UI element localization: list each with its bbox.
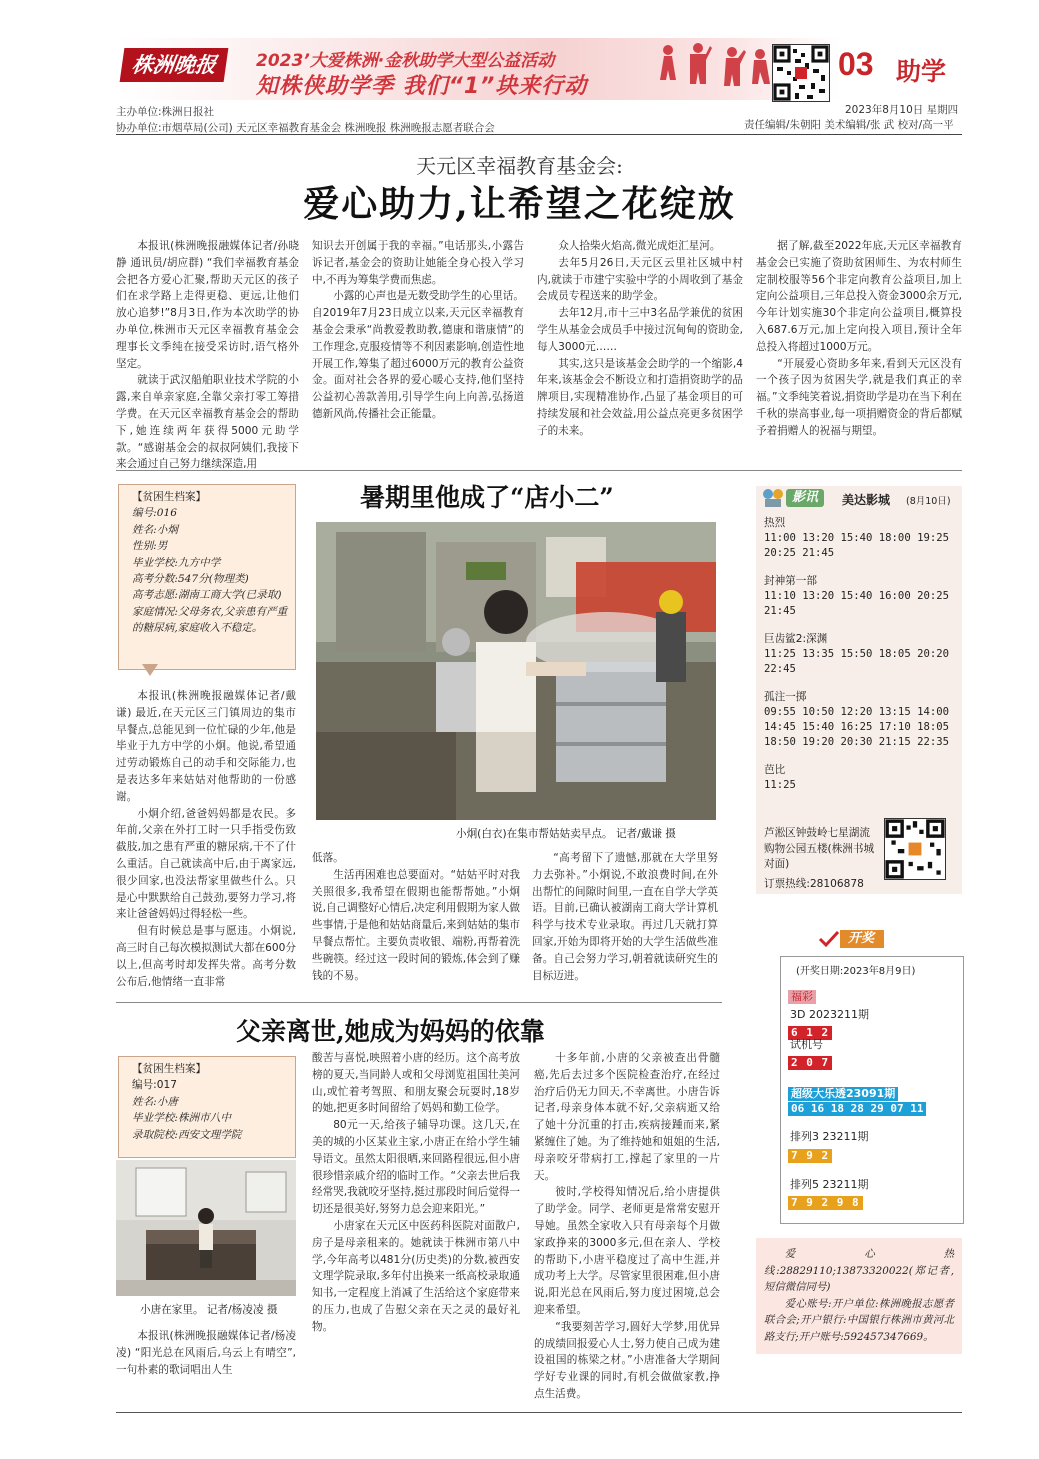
paragraph: 但有时候总是事与愿违。小炯说,高三时自己每次模拟测试大都在600分以上,但高考时却发挥失常。高考分数公布后,他情绪一直非常 [116, 925, 296, 988]
movie-title: 热烈 [764, 517, 786, 529]
editors-line: 责任编辑/朱朝阳 美术编辑/张 武 校对/高一平 [744, 119, 954, 131]
section-name: 助学 [896, 57, 947, 86]
lead-column-4 [756, 238, 962, 440]
lottery-check-icon [818, 930, 840, 952]
paragraph: 就读于武汉船舶职业技术学院的小露,来自单亲家庭,全靠父亲打零工筹措学费。在天元区幸福教育基金会的帮助下,她连续两年获得5000元助学款。“感谢基金会的叔叔阿姨们,我接下来会通过自己努力继续深造,用 [116, 374, 299, 471]
story1-photo [316, 522, 716, 820]
p5-numbers: 7 9 2 9 8 [788, 1191, 863, 1210]
hotline-text [764, 1246, 954, 1345]
cinema-name: 美达影城 [842, 493, 891, 507]
paragraph: “我要刻苦学习,圆好大学梦,用优异的成绩回报爱心人士,努力使自己成为建设祖国的栋梁之材。”小唐准备大学期间学好专业课的同时,有机会做做家教,挣点生活费。 [534, 1320, 720, 1400]
dossier-pointer [142, 664, 158, 676]
lead-column-1 [116, 238, 299, 473]
movie-title: 孤注一掷 [764, 691, 807, 703]
p3-numbers: 7 9 2 [788, 1144, 832, 1163]
dossier-college: 高考志愿:湖南工商大学(已录取) [132, 589, 282, 602]
paragraph: “高考留下了遗憾,那就在大学里努力去弥补。”小炯说,不敢浪费时间,在外出帮忙的间隙时间里,一直在自学大学英语。目前,已确认被湖南工商大学计算机科学与技术专业录取。再过几天就打算回家,开始为即将开始的大学生活做些准备。自己会努力学习,朝着就读研究生的目标迈进。 [532, 852, 718, 982]
cohost-line: 协办单位:市烟草局(公司) 天元区幸福教育基金会 株洲晚报 株洲晚报志愿者联合会 [116, 122, 495, 134]
story2-caption: 小唐在家里。 记者/杨凌凌 摄 [140, 1304, 278, 1316]
story2-left-col [116, 1328, 296, 1378]
movie-title: 巨齿鲨2:深渊 [764, 633, 828, 645]
lead-title: 爱心助力,让希望之花绽放 [303, 183, 736, 225]
section-divider-2 [116, 1002, 722, 1003]
lead-column-3 [537, 238, 743, 440]
dossier-heading: 【贫困生档案】 [132, 491, 207, 503]
cinema-badge: 影讯 [786, 489, 824, 507]
story2-dossier [118, 1056, 296, 1158]
dossier-id: 编号:017 [132, 1079, 177, 1092]
lead-kicker: 天元区幸福教育基金会: [416, 154, 623, 178]
story2-title: 父亲离世,她成为妈妈的依靠 [236, 1017, 545, 1046]
dossier-score: 高考分数:547分(物理类) [132, 573, 249, 586]
trial-numbers: 2 0 7 [788, 1051, 832, 1070]
movie-times: 11:00 13:20 15:40 18:00 19:25 [764, 532, 949, 544]
dossier-college: 录取院校:西安文理学院 [132, 1128, 242, 1141]
story2-photo [116, 1160, 296, 1296]
cinema-qr-code [884, 818, 946, 880]
paragraph: 本报讯(株洲晚报融媒体记者/杨凌凌) “阳光总在风雨后,乌云上有晴空”,一句朴素的歌词唱出人生 [116, 1330, 296, 1376]
p3-label: 排列3 23211期 [790, 1130, 869, 1143]
movie-times: 14:45 15:40 16:25 17:10 18:05 [764, 721, 949, 733]
story2-col3 [534, 1050, 720, 1403]
paragraph: “开展爱心资助多年来,看到天元区没有一个孩子因为贫困失学,就是我们真正的幸福。”文季纯笑着说,捐资助学是功在当下利在千秋的崇高事业,每一项捐赠资金的背后都赋予着捐赠人的祝福与期望。 [756, 357, 962, 437]
hotline-account: 爱心账号:开户单位:株洲晚报志愿者联合会;开户银行:中国银行株洲市黄河北路支行;开户账号:592457347669。 [764, 1297, 954, 1343]
d3-numbers: 6 1 2 [788, 1021, 832, 1040]
movie-times: 22:45 [764, 663, 796, 675]
story2-col2 [312, 1050, 520, 1336]
paragraph: 其实,这只是该基金会助学的一个缩影,4年来,该基金会不断设立和打造捐资助学的品牌项目,实现精准协作,凸显了基金项目的可持续发展和社会效益,用公益点亮更多贫困学子的未来。 [537, 357, 743, 437]
story1-dossier [118, 484, 296, 670]
paragraph: 本报讯(株洲晚报融媒体记者/戴谦) 最近,在天元区三门镇周边的集市早餐点,总能见到一位忙碌的少年,他是毕业于九方中学的小炯。他说,希望通过劳动锻炼自己的动手和交际能力,也是表达多年来姑姑对他帮助的一份感谢。 [116, 690, 296, 803]
banner-line2: 知株侠助学季 我们“1”块来行动 [256, 74, 588, 99]
lottery-heading: 开奖 [840, 930, 884, 948]
paragraph: 十多年前,小唐的父亲被查出骨髓癌,先后去过多个医院检查治疗,在经过治疗后仍无力回天,不幸离世。小唐告诉记者,母亲身体本就不好,父亲病逝又给了她十分沉重的打击,疾病接踵而来,紧紧缠住了她。为了维持她和姐姐的生活,母亲咬牙带病打工,撑起了家里的一片天。 [534, 1052, 720, 1182]
dossier-name: 姓名:小炯 [132, 523, 178, 536]
movie-listing [764, 516, 960, 793]
paragraph: 小炯介绍,爸爸妈妈都是农民。多年前,父亲在外打工时一只手指受伤致截肢,加之患有严重的糖尿病,干不了什么重活。自己就读高中后,由于离家远,很少回家,也没法帮家里做些什么。只是心中默默给自己鼓劲,要努力学习,将来让爸爸妈妈过得轻松一些。 [116, 807, 296, 921]
dossier-name: 姓名:小唐 [132, 1095, 178, 1108]
movie-times: 11:10 13:20 15:40 16:00 20:25 [764, 590, 949, 602]
story1-left-col [116, 688, 296, 990]
movie-times: 21:45 [764, 605, 796, 617]
story1-right-col [532, 850, 718, 984]
masthead-rule [116, 134, 962, 135]
paragraph: 生活再困难也总要面对。“姑姑平时对我关照很多,我希望在假期也能帮帮她。”小炯说,自己调整好心情后,决定利用假期为家人做些事情,于是他和姑姑商量后,来到姑姑的集市早餐点帮忙。主要负责收银、端粉,再帮着洗些碗筷。经过这一段时间的锻炼,体会到了赚钱的不易。 [312, 868, 521, 982]
cinema-address: 芦淞区钟鼓岭七星湖流购物公园五楼(株洲书城对面) [764, 827, 875, 870]
banner-line1: 2023’大爱株洲·金秋助学大型公益活动 [256, 51, 555, 71]
movie-times: 18:50 19:20 20:30 21:15 22:35 [764, 736, 949, 748]
footer-rule [116, 1412, 962, 1413]
cinema-date: (8月10日) [906, 496, 951, 507]
date-line: 2023年8月10日 星期四 [845, 104, 959, 116]
dossier-heading: 【贫困生档案】 [132, 1063, 207, 1075]
lead-column-2 [312, 238, 524, 423]
paragraph: 本报讯(株洲晚报融媒体记者/孙晓静 通讯员/胡应群) “我们幸福教育基金会把各方爱心汇聚,帮助天元区的孩子们在求学路上走得更稳、更远,让他们放心追梦!”8月3日,作为本次助学的协办单位,株洲市天元区幸福教育基金会理事长文季纯在接受采访时,语气格外坚定。 [116, 240, 299, 370]
movie-times: 20:25 21:45 [764, 547, 835, 559]
d3-label: 3D 2023211期 [790, 1008, 869, 1021]
host-line: 主办单位:株洲日报社 [116, 106, 215, 118]
cinema-phone: 订票热线:28106878 [764, 878, 864, 890]
film-icon [762, 488, 784, 508]
paragraph: 众人拾柴火焰高,微光成炬汇星河。 [558, 240, 721, 252]
dossier-id: 编号:016 [132, 507, 177, 520]
movie-times: 11:25 [764, 779, 796, 791]
paragraph: 小露的心声也是无数受助学生的心里话。自2019年7月23日成立以来,天元区幸福教育基金会秉承“尚教爱教助教,德康和谐康情”的工作理念,克服疫情等不利因素影响,创造性地开展工作,筹集了超过6000万元的教育公益资金。面对社会各界的爱心暖心支持,他们坚持公益初心善款善用,引导学生向上向善,弘扬道德新风尚,传播社会正能量。 [312, 290, 524, 420]
dossier-gender: 性别:男 [132, 540, 168, 553]
dlt-numbers: 06 16 18 28 29 07 11 [788, 1097, 926, 1116]
hotline-phone: 爱心热线:28829110;13873320022(郑记者,短信微信同号) [764, 1248, 954, 1293]
paragraph: 酸苦与喜悦,映照着小唐的经历。这个高考放榜的夏天,当同龄人或和父母浏览祖国壮美河山,或忙着考驾照、和朋友聚会玩耍时,18岁的她,把更多时间留给了妈妈和勤工俭学。 [312, 1052, 520, 1115]
p5-label: 排列5 23211期 [790, 1178, 869, 1191]
movie-times: 09:55 10:50 12:20 13:15 14:00 [764, 706, 949, 718]
welfare-label: 福彩 [788, 990, 816, 1004]
trial-label: 试机号 [790, 1038, 823, 1051]
movie-title: 芭比 [764, 764, 786, 776]
dossier-school: 毕业学校:株洲市八中 [132, 1112, 231, 1125]
section-divider [116, 470, 962, 471]
paper-logo: 株洲晚报 [120, 48, 229, 82]
movie-times: 11:25 13:35 15:50 18:05 20:20 [764, 648, 949, 660]
movie-title: 封神第一部 [764, 575, 817, 587]
dossier-school: 毕业学校:九方中学 [132, 556, 221, 569]
story1-mid-col [312, 850, 520, 984]
paragraph: 80元一天,给孩子辅导功课。这几天,在美的城的小区某业主家,小唐正在给小学生辅导语文。虽然太阳很晒,来回路程很远,但小唐很珍惜亲戚介绍的临时工作。“父亲去世后我经常哭,我就咬牙坚持,挺过那段时间后觉得一切还是很美好,努努力总会迎来阳光。” [312, 1119, 521, 1216]
qr-code [772, 44, 830, 102]
paragraph: 据了解,截至2022年底,天元区幸福教育基金会已实施了资助贫困师生、为农村师生定制校服等56个非定向教育公益项目,加上定向公益项目,三年总投入资金3000余万元,今年计划实施30个非定向公益项目,概算投入687.6万元,加上定向投入项目,预计全年总投入将超过1000万元。 [756, 240, 962, 353]
paragraph: 去年5月26日,天元区云里社区城中村内,就读于市建宁实验中学的小周收到了基金会成员专程送来的助学金。 [537, 256, 743, 303]
story1-title: 暑期里他成了“店小二” [360, 483, 614, 512]
dossier-family: 家庭情况:父母务农,父亲患有严重的糖尿病,家庭收入不稳定。 [132, 605, 288, 635]
dlt-label: 超级大乐透23091期 [788, 1082, 898, 1101]
paragraph: 知识去开创属于我的幸福。”电话那头,小露告诉记者,基金会的资助让她能全身心投入学习中,不再为筹集学费而焦虑。 [312, 240, 524, 286]
paragraph: 小唐家在天元区中医药科医院对面散户,房子是母亲租来的。她就读于株洲市第八中学,今年高考以481分(历史类)的分数,被西安文理学院录取,多年付出换来一纸高校录取通知书,一定程度上消减了生活给这个家庭带来的压力,也成了告慰父亲在天之灵的最好礼物。 [312, 1219, 520, 1333]
paragraph: 去年12月,市十三中3名品学兼优的贫困学生从基金会成员手中接过沉甸甸的资助金,每人3000元…… [537, 307, 743, 353]
story1-caption: 小炯(白衣)在集市帮姑姑卖早点。 记者/戴谦 摄 [456, 828, 676, 840]
dancers-illustration [650, 40, 780, 100]
paragraph: 低落。 [312, 852, 344, 864]
lottery-date: (开奖日期:2023年8月9日) [796, 966, 916, 977]
page-number: 03 [838, 46, 874, 82]
paragraph: 彼时,学校得知情况后,给小唐提供了助学金。同学、老师更是常常安慰开导她。虽然全家收入只有母亲每个月做家政挣来的3000多元,但在亲人、学校的帮助下,小唐平稳度过了高中生涯,并成功考上大学。尽管家里很困难,但小唐说,阳光总在风雨后,努力度过困境,总会迎来希望。 [534, 1186, 720, 1316]
